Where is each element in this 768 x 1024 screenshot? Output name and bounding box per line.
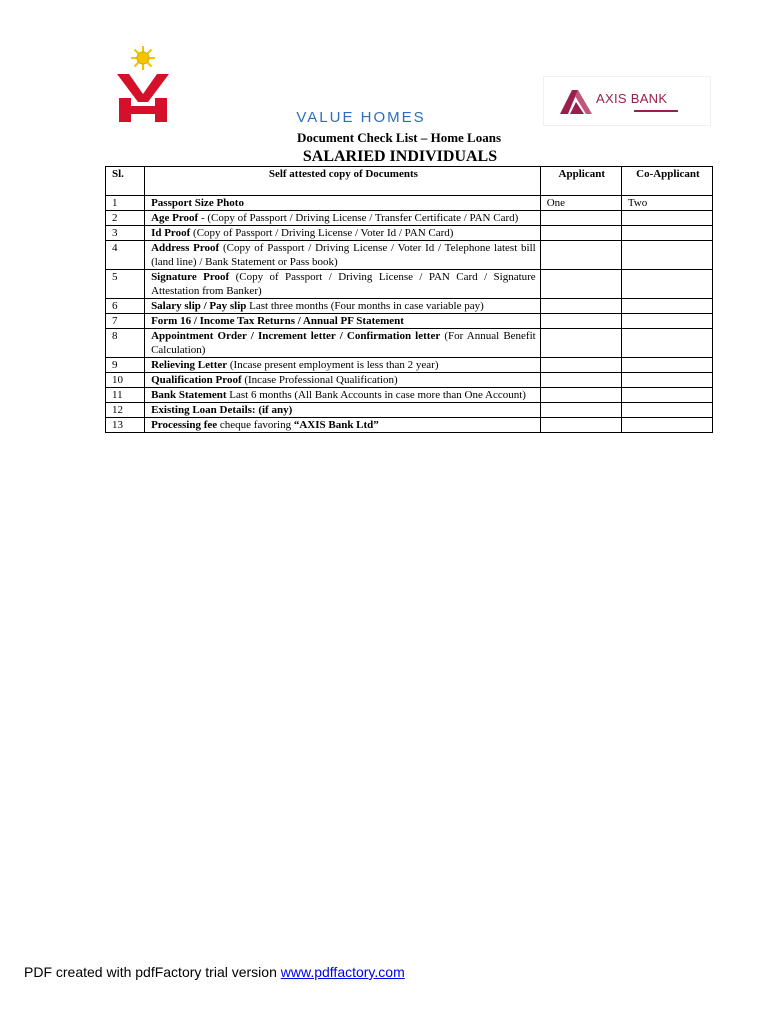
table-row [106,196,713,211]
table-row [106,329,713,358]
row-applicant: One [540,196,621,211]
table-row [106,241,713,270]
table-row [106,314,713,329]
row-co-applicant [621,329,712,358]
row-applicant [540,418,621,433]
row-sl: 7 [106,314,145,329]
document-payee: “AXIS Bank Ltd” [293,419,379,431]
footer-text: PDF created with pdfFactory trial version [24,964,281,980]
row-co-applicant [621,211,712,226]
row-applicant [540,241,621,270]
row-document [145,329,541,358]
row-document [145,196,541,211]
document-detail: Last 6 months (All Bank Accounts in case more than One Account) [226,389,526,401]
row-applicant [540,211,621,226]
document-name: Age Proof [151,212,199,224]
document-detail: (Copy of Passport / Driving License / Voter Id / PAN Card) [190,227,454,239]
document-name: Salary slip / Pay slip [151,300,247,312]
document-detail: (Copy of Passport / Driving License / PAN Card / Signature Attestation from Banker) [151,271,536,297]
row-document [145,211,541,226]
document-name: Appointment Order / Increment letter / Confirmation letter [151,330,441,342]
row-co-applicant [621,270,712,299]
row-co-applicant [621,314,712,329]
row-co-applicant [621,299,712,314]
row-sl: 3 [106,226,145,241]
row-applicant [540,403,621,418]
row-co-applicant [621,418,712,433]
document-name: Address Proof [151,242,220,254]
row-sl: 12 [106,403,145,418]
row-co-applicant [621,358,712,373]
pdf-footer [24,964,405,980]
row-document [145,314,541,329]
row-co-applicant: Two [621,196,712,211]
row-applicant [540,358,621,373]
document-name: Processing fee [151,419,218,431]
table-row [106,403,713,418]
axis-logo-subtext: HOME LOANS [640,111,667,116]
document-name: Passport Size Photo [151,197,244,209]
row-document [145,226,541,241]
document-detail: (Incase present employment is less than 2 year) [227,359,439,371]
row-sl: 13 [106,418,145,433]
row-sl: 6 [106,299,145,314]
col-header-sl: Sl. [106,167,145,196]
row-applicant [540,314,621,329]
document-detail: Last three months (Four months in case variable pay) [246,300,484,312]
row-applicant [540,329,621,358]
pdffactory-link[interactable]: www.pdffactory.com [280,964,405,980]
row-sl: 9 [106,358,145,373]
row-document [145,373,541,388]
table-row [106,226,713,241]
document-checklist-table [105,166,713,433]
row-co-applicant [621,403,712,418]
brand-title: VALUE HOMES [296,109,426,126]
document-title: Document Check List – Home Loans [296,130,502,145]
document-detail: - (Copy of Passport / Driving License / Transfer Certificate / PAN Card) [198,212,519,224]
document-name: Bank Statement [151,389,227,401]
row-applicant [540,388,621,403]
row-co-applicant [621,388,712,403]
row-co-applicant [621,373,712,388]
table-row [106,299,713,314]
document-name: Existing Loan Details: (if any) [151,404,293,416]
row-document [145,418,541,433]
row-sl: 11 [106,388,145,403]
sun-icon [131,46,155,70]
table-row [106,388,713,403]
table-header-row [106,167,713,196]
row-document [145,241,541,270]
table-row [106,270,713,299]
document-name: Qualification Proof [151,374,242,386]
document-name: Signature Proof [151,271,230,283]
row-document [145,299,541,314]
row-sl: 2 [106,211,145,226]
row-sl: 8 [106,329,145,358]
row-applicant [540,270,621,299]
row-sl: 10 [106,373,145,388]
row-co-applicant [621,241,712,270]
table-row [106,211,713,226]
table-row [106,373,713,388]
document-subtitle: SALARIED INDIVIDUALS [302,148,498,165]
row-sl: 4 [106,241,145,270]
row-sl: 5 [106,270,145,299]
col-header-co-applicant: Co-Applicant [621,167,712,196]
table-row [106,358,713,373]
axis-logo-text: AXIS BANK [596,91,668,106]
col-header-documents: Self attested copy of Documents [145,167,541,196]
row-document [145,270,541,299]
table-row [106,418,713,433]
row-co-applicant [621,226,712,241]
document-name: Id Proof [151,227,191,239]
document-detail: (Copy of Passport / Driving License / Voter Id / Telephone latest bill (land line) / Bank Statement or Pass book) [151,242,536,268]
document-name: Relieving Letter [151,359,228,371]
row-document [145,403,541,418]
row-document [145,358,541,373]
row-applicant [540,373,621,388]
row-applicant [540,299,621,314]
document-detail: (Incase Professional Qualification) [241,374,398,386]
document-detail: (For Annual Benefit Calculation) [151,330,536,356]
document-name: Form 16 / Income Tax Returns / Annual PF Statement [151,315,404,327]
document-detail: cheque favoring [217,419,294,431]
row-sl: 1 [106,196,145,211]
row-applicant [540,226,621,241]
col-header-applicant: Applicant [540,167,621,196]
row-document [145,388,541,403]
